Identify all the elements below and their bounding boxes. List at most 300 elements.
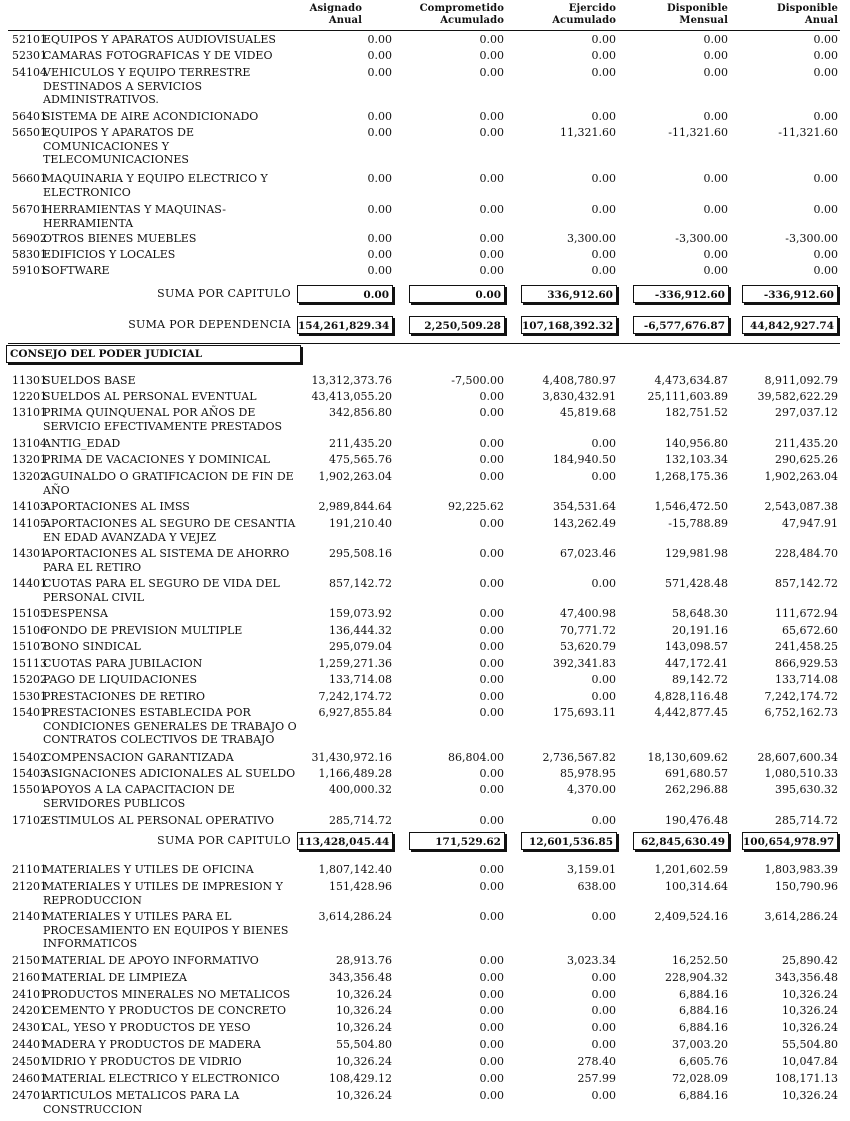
row-code: 24501 bbox=[12, 1055, 47, 1068]
row-code: 15106 bbox=[12, 624, 47, 637]
sum-capitulo-2-disp-mensual: 62,845,630.49 bbox=[633, 832, 729, 850]
row-disp-anual: 10,326.24 bbox=[782, 988, 838, 1001]
row-disp-mensual: 89,142.72 bbox=[672, 673, 728, 686]
row-disp-anual: 857,142.72 bbox=[775, 577, 838, 590]
row-ejercido: 3,300.00 bbox=[567, 232, 616, 245]
row-disp-anual: 10,326.24 bbox=[782, 1089, 838, 1102]
row-disp-mensual: 25,111,603.89 bbox=[647, 390, 728, 403]
row-ejercido: 0.00 bbox=[591, 264, 616, 277]
row-code: 12201 bbox=[12, 390, 47, 403]
row-disp-mensual: 1,268,175.36 bbox=[654, 470, 728, 483]
row-disp-anual: 0.00 bbox=[813, 264, 838, 277]
row-asignado: 1,902,263.04 bbox=[318, 470, 392, 483]
row-description: ESTIMULOS AL PERSONAL OPERATIVO bbox=[43, 814, 275, 827]
row-disp-mensual: 6,884.16 bbox=[679, 1089, 728, 1102]
row-disp-mensual: 58,648.30 bbox=[672, 607, 728, 620]
row-ejercido: 175,693.11 bbox=[553, 706, 616, 719]
row-comprometido: 0.00 bbox=[479, 66, 504, 79]
row-description: FONDO DE PREVISION MULTIPLE bbox=[43, 624, 243, 637]
row-disp-mensual: 6,884.16 bbox=[679, 1004, 728, 1017]
row-ejercido: 0.00 bbox=[591, 203, 616, 216]
row-code: 13104 bbox=[12, 437, 47, 450]
row-disp-anual: 211,435.20 bbox=[775, 437, 838, 450]
row-disp-anual: 25,890.42 bbox=[782, 954, 838, 967]
section-rule bbox=[8, 343, 840, 344]
row-description: MATERIAL DE APOYO INFORMATIVO bbox=[43, 954, 259, 967]
header-rule bbox=[8, 30, 840, 31]
row-disp-mensual: 4,828,116.48 bbox=[654, 690, 728, 703]
row-ejercido: 85,978.95 bbox=[560, 767, 616, 780]
row-code: 15402 bbox=[12, 751, 47, 764]
row-disp-mensual: -3,300.00 bbox=[675, 232, 728, 245]
row-description: HERRAMIENTAS Y MAQUINAS-HERRAMIENTA bbox=[43, 203, 226, 230]
row-asignado: 0.00 bbox=[367, 172, 392, 185]
row-description: OTROS BIENES MUEBLES bbox=[43, 232, 197, 245]
row-code: 59101 bbox=[12, 264, 47, 277]
row-ejercido: 0.00 bbox=[591, 1004, 616, 1017]
sum-capitulo-1-disp-mensual: -336,912.60 bbox=[633, 285, 729, 303]
row-code: 15403 bbox=[12, 767, 47, 780]
row-ejercido: 0.00 bbox=[591, 172, 616, 185]
sum-capitulo-2-asignado: 113,428,045.44 bbox=[297, 832, 393, 850]
row-description: APORTACIONES AL SEGURO DE CESANTIA EN EDAD AVANZADA Y VEJEZ bbox=[43, 517, 296, 544]
header-comprometido-line1: Comprometido bbox=[419, 3, 504, 14]
row-ejercido: 3,830,432.91 bbox=[542, 390, 616, 403]
row-description: ANTIG_EDAD bbox=[43, 437, 121, 450]
row-comprometido: 86,804.00 bbox=[448, 751, 504, 764]
row-ejercido: 143,262.49 bbox=[553, 517, 616, 530]
row-ejercido: 0.00 bbox=[591, 248, 616, 261]
row-disp-mensual: 0.00 bbox=[703, 203, 728, 216]
row-code: 56501 bbox=[12, 126, 47, 139]
row-asignado: 7,242,174.72 bbox=[318, 690, 392, 703]
row-asignado: 10,326.24 bbox=[336, 1021, 392, 1034]
row-description: SUELDOS BASE bbox=[43, 374, 136, 387]
row-disp-anual: 10,326.24 bbox=[782, 1004, 838, 1017]
row-asignado: 13,312,373.76 bbox=[311, 374, 392, 387]
row-comprometido: 0.00 bbox=[479, 33, 504, 46]
row-ejercido: 184,940.50 bbox=[553, 453, 616, 466]
row-description: COMPENSACION GARANTIZADA bbox=[43, 751, 234, 764]
row-disp-anual: 1,080,510.33 bbox=[764, 767, 838, 780]
row-description: EDIFICIOS Y LOCALES bbox=[43, 248, 176, 261]
row-disp-mensual: 0.00 bbox=[703, 110, 728, 123]
row-disp-anual: 39,582,622.29 bbox=[757, 390, 838, 403]
row-code: 21501 bbox=[12, 954, 47, 967]
row-asignado: 10,326.24 bbox=[336, 1055, 392, 1068]
header-disp-anual-line1: Disponible bbox=[777, 3, 838, 14]
row-asignado: 191,210.40 bbox=[329, 517, 392, 530]
header-comprometido bbox=[394, 3, 504, 27]
row-code: 56601 bbox=[12, 172, 47, 185]
row-disp-anual: 0.00 bbox=[813, 33, 838, 46]
row-comprometido: 0.00 bbox=[479, 624, 504, 637]
row-disp-anual: 65,672.60 bbox=[782, 624, 838, 637]
row-disp-mensual: 140,956.80 bbox=[665, 437, 728, 450]
row-comprometido: 0.00 bbox=[479, 248, 504, 261]
sum-capitulo-2 bbox=[0, 832, 850, 854]
row-code: 58301 bbox=[12, 248, 47, 261]
row-ejercido: 67,023.46 bbox=[560, 547, 616, 560]
row-ejercido: 53,620.79 bbox=[560, 640, 616, 653]
row-description: APORTACIONES AL SISTEMA DE AHORRO PARA EL RETIRO bbox=[43, 547, 290, 574]
row-code: 24601 bbox=[12, 1072, 47, 1085]
row-description: MATERIAL ELECTRICO Y ELECTRONICO bbox=[43, 1072, 280, 1085]
row-code: 15105 bbox=[12, 607, 47, 620]
row-code: 15501 bbox=[12, 783, 47, 796]
row-asignado: 0.00 bbox=[367, 66, 392, 79]
row-comprometido: 0.00 bbox=[479, 547, 504, 560]
row-description: MAQUINARIA Y EQUIPO ELECTRICO Y ELECTRONICO bbox=[43, 172, 268, 199]
row-comprometido: 0.00 bbox=[479, 910, 504, 923]
row-comprometido: 0.00 bbox=[479, 640, 504, 653]
row-code: 56902 bbox=[12, 232, 47, 245]
row-code: 24701 bbox=[12, 1089, 47, 1102]
row-ejercido: 0.00 bbox=[591, 1021, 616, 1034]
row-ejercido: 0.00 bbox=[591, 33, 616, 46]
header-disp-anual bbox=[728, 3, 838, 27]
row-description: PRIMA QUINQUENAL POR AÑOS DE SERVICIO EFECTIVAMENTE PRESTADOS bbox=[43, 406, 283, 433]
row-asignado: 0.00 bbox=[367, 110, 392, 123]
row-comprometido: 0.00 bbox=[479, 1089, 504, 1102]
row-disp-mensual: 1,201,602.59 bbox=[654, 863, 728, 876]
row-asignado: 10,326.24 bbox=[336, 1089, 392, 1102]
row-disp-anual: 3,614,286.24 bbox=[764, 910, 838, 923]
row-code: 14401 bbox=[12, 577, 47, 590]
row-ejercido: 0.00 bbox=[591, 988, 616, 1001]
row-description: DESPENSA bbox=[43, 607, 108, 620]
header-ejercido-line1: Ejercido bbox=[568, 3, 616, 14]
row-disp-anual: 6,752,162.73 bbox=[764, 706, 838, 719]
row-description: ASIGNACIONES ADICIONALES AL SUELDO bbox=[43, 767, 296, 780]
sum-dependencia-disp-mensual: -6,577,676.87 bbox=[633, 316, 729, 334]
row-description: CEMENTO Y PRODUCTOS DE CONCRETO bbox=[43, 1004, 287, 1017]
row-ejercido: 0.00 bbox=[591, 910, 616, 923]
sum-capitulo-1-label: SUMA POR CAPITULO bbox=[157, 287, 291, 300]
row-disp-anual: 866,929.53 bbox=[775, 657, 838, 670]
row-disp-mensual: 228,904.32 bbox=[665, 971, 728, 984]
row-comprometido: 0.00 bbox=[479, 470, 504, 483]
row-description: PRIMA DE VACACIONES Y DOMINICAL bbox=[43, 453, 270, 466]
row-disp-mensual: 20,191.16 bbox=[672, 624, 728, 637]
row-code: 52101 bbox=[12, 33, 47, 46]
row-disp-mensual: 262,296.88 bbox=[665, 783, 728, 796]
row-description: MATERIALES Y UTILES DE OFICINA bbox=[43, 863, 254, 876]
header-ejercido bbox=[506, 3, 616, 27]
row-comprometido: 0.00 bbox=[479, 453, 504, 466]
row-disp-anual: 0.00 bbox=[813, 172, 838, 185]
row-comprometido: -7,500.00 bbox=[451, 374, 504, 387]
row-asignado: 28,913.76 bbox=[336, 954, 392, 967]
sum-capitulo-1-ejercido: 336,912.60 bbox=[521, 285, 617, 303]
sum-dependencia-asignado: 154,261,829.34 bbox=[297, 316, 393, 334]
row-code: 11301 bbox=[12, 374, 47, 387]
row-code: 21601 bbox=[12, 971, 47, 984]
sum-capitulo-1-disp-anual: -336,912.60 bbox=[742, 285, 838, 303]
sum-capitulo-1-asignado: 0.00 bbox=[297, 285, 393, 303]
row-asignado: 295,079.04 bbox=[329, 640, 392, 653]
row-ejercido: 0.00 bbox=[591, 1038, 616, 1051]
header-disp-mensual-line1: Disponible bbox=[667, 3, 728, 14]
row-description: ARTICULOS METALICOS PARA LA CONSTRUCCION bbox=[43, 1089, 240, 1116]
row-comprometido: 0.00 bbox=[479, 49, 504, 62]
row-comprometido: 0.00 bbox=[479, 390, 504, 403]
sum-capitulo-2-label: SUMA POR CAPITULO bbox=[157, 834, 291, 847]
row-disp-anual: 0.00 bbox=[813, 203, 838, 216]
row-asignado: 108,429.12 bbox=[329, 1072, 392, 1085]
row-asignado: 285,714.72 bbox=[329, 814, 392, 827]
row-code: 56401 bbox=[12, 110, 47, 123]
row-comprometido: 0.00 bbox=[479, 673, 504, 686]
row-asignado: 0.00 bbox=[367, 126, 392, 139]
header-disp-anual-line2: Anual bbox=[804, 15, 838, 26]
row-disp-anual: 111,672.94 bbox=[775, 607, 838, 620]
row-code: 15301 bbox=[12, 690, 47, 703]
row-disp-anual: -3,300.00 bbox=[785, 232, 838, 245]
row-comprometido: 0.00 bbox=[479, 767, 504, 780]
row-comprometido: 0.00 bbox=[479, 437, 504, 450]
row-comprometido: 92,225.62 bbox=[448, 500, 504, 513]
row-code: 54104 bbox=[12, 66, 47, 79]
row-description: MADERA Y PRODUCTOS DE MADERA bbox=[43, 1038, 261, 1051]
section-title: CONSEJO DEL PODER JUDICIAL bbox=[6, 345, 301, 363]
row-comprometido: 0.00 bbox=[479, 863, 504, 876]
row-description: APOYOS A LA CAPACITACION DE SERVIDORES PUBLICOS bbox=[43, 783, 235, 810]
row-ejercido: 4,408,780.97 bbox=[542, 374, 616, 387]
row-description: EQUIPOS Y APARATOS AUDIOVISUALES bbox=[43, 33, 276, 46]
row-asignado: 10,326.24 bbox=[336, 1004, 392, 1017]
row-code: 52301 bbox=[12, 49, 47, 62]
row-code: 24201 bbox=[12, 1004, 47, 1017]
row-description: VEHICULOS Y EQUIPO TERRESTRE DESTINADOS A SERVICIOS ADMINISTRATIVOS. bbox=[43, 66, 251, 107]
row-disp-mensual: 0.00 bbox=[703, 264, 728, 277]
row-description: SISTEMA DE AIRE ACONDICIONADO bbox=[43, 110, 259, 123]
row-disp-mensual: 691,680.57 bbox=[665, 767, 728, 780]
row-asignado: 0.00 bbox=[367, 33, 392, 46]
row-disp-mensual: 0.00 bbox=[703, 248, 728, 261]
row-code: 17102 bbox=[12, 814, 47, 827]
row-asignado: 0.00 bbox=[367, 248, 392, 261]
row-ejercido: 70,771.72 bbox=[560, 624, 616, 637]
row-description: MATERIALES Y UTILES DE IMPRESION Y REPRODUCCION bbox=[43, 880, 283, 907]
row-disp-mensual: 129,981.98 bbox=[665, 547, 728, 560]
row-asignado: 3,614,286.24 bbox=[318, 910, 392, 923]
header-disp-mensual-line2: Mensual bbox=[679, 15, 728, 26]
row-disp-anual: 108,171.13 bbox=[775, 1072, 838, 1085]
row-disp-anual: 0.00 bbox=[813, 110, 838, 123]
row-ejercido: 0.00 bbox=[591, 673, 616, 686]
row-asignado: 400,000.32 bbox=[329, 783, 392, 796]
row-disp-mensual: 132,103.34 bbox=[665, 453, 728, 466]
row-disp-anual: 0.00 bbox=[813, 248, 838, 261]
row-asignado: 133,714.08 bbox=[329, 673, 392, 686]
row-ejercido: 0.00 bbox=[591, 49, 616, 62]
sum-dependencia-ejercido: 107,168,392.32 bbox=[521, 316, 617, 334]
row-comprometido: 0.00 bbox=[479, 814, 504, 827]
row-description: SUELDOS AL PERSONAL EVENTUAL bbox=[43, 390, 257, 403]
row-code: 24301 bbox=[12, 1021, 47, 1034]
row-ejercido: 11,321.60 bbox=[560, 126, 616, 139]
row-disp-mensual: 37,003.20 bbox=[672, 1038, 728, 1051]
row-disp-anual: 1,902,263.04 bbox=[764, 470, 838, 483]
sum-capitulo-1-comprometido: 0.00 bbox=[409, 285, 505, 303]
row-ejercido: 2,736,567.82 bbox=[542, 751, 616, 764]
row-ejercido: 638.00 bbox=[577, 880, 616, 893]
row-disp-anual: 395,630.32 bbox=[775, 783, 838, 796]
row-comprometido: 0.00 bbox=[479, 657, 504, 670]
row-disp-mensual: 190,476.48 bbox=[665, 814, 728, 827]
row-asignado: 1,259,271.36 bbox=[318, 657, 392, 670]
row-description: CAMARAS FOTOGRAFICAS Y DE VIDEO bbox=[43, 49, 273, 62]
row-asignado: 857,142.72 bbox=[329, 577, 392, 590]
row-ejercido: 0.00 bbox=[591, 110, 616, 123]
row-code: 15113 bbox=[12, 657, 47, 670]
row-comprometido: 0.00 bbox=[479, 172, 504, 185]
row-code: 13201 bbox=[12, 453, 47, 466]
row-code: 24401 bbox=[12, 1038, 47, 1051]
row-ejercido: 0.00 bbox=[591, 437, 616, 450]
row-asignado: 0.00 bbox=[367, 49, 392, 62]
row-asignado: 10,326.24 bbox=[336, 988, 392, 1001]
row-disp-mensual: 2,409,524.16 bbox=[654, 910, 728, 923]
row-code: 15401 bbox=[12, 706, 47, 719]
row-comprometido: 0.00 bbox=[479, 988, 504, 1001]
row-disp-mensual: -11,321.60 bbox=[668, 126, 728, 139]
header-asignado-line2: Anual bbox=[328, 15, 362, 26]
row-asignado: 6,927,855.84 bbox=[318, 706, 392, 719]
row-code: 21401 bbox=[12, 910, 47, 923]
row-disp-anual: 297,037.12 bbox=[775, 406, 838, 419]
row-comprometido: 0.00 bbox=[479, 517, 504, 530]
row-disp-mensual: 1,546,472.50 bbox=[654, 500, 728, 513]
row-comprometido: 0.00 bbox=[479, 1038, 504, 1051]
row-disp-anual: 241,458.25 bbox=[775, 640, 838, 653]
row-comprometido: 0.00 bbox=[479, 954, 504, 967]
row-disp-anual: 8,911,092.79 bbox=[764, 374, 838, 387]
row-disp-mensual: 100,314.64 bbox=[665, 880, 728, 893]
row-comprometido: 0.00 bbox=[479, 690, 504, 703]
row-code: 15107 bbox=[12, 640, 47, 653]
row-ejercido: 0.00 bbox=[591, 66, 616, 79]
row-ejercido: 0.00 bbox=[591, 470, 616, 483]
row-description: VIDRIO Y PRODUCTOS DE VIDRIO bbox=[43, 1055, 242, 1068]
row-asignado: 151,428.96 bbox=[329, 880, 392, 893]
row-disp-anual: 228,484.70 bbox=[775, 547, 838, 560]
row-disp-mensual: 0.00 bbox=[703, 66, 728, 79]
row-ejercido: 392,341.83 bbox=[553, 657, 616, 670]
row-disp-mensual: 143,098.57 bbox=[665, 640, 728, 653]
row-disp-mensual: 0.00 bbox=[703, 172, 728, 185]
row-code: 14301 bbox=[12, 547, 47, 560]
row-ejercido: 47,400.98 bbox=[560, 607, 616, 620]
row-comprometido: 0.00 bbox=[479, 1004, 504, 1017]
row-disp-mensual: 447,172.41 bbox=[665, 657, 728, 670]
sum-capitulo-2-ejercido: 12,601,536.85 bbox=[521, 832, 617, 850]
row-description: CUOTAS PARA EL SEGURO DE VIDA DEL PERSONAL CIVIL bbox=[43, 577, 280, 604]
row-comprometido: 0.00 bbox=[479, 232, 504, 245]
row-disp-mensual: 6,884.16 bbox=[679, 988, 728, 1001]
row-code: 13202 bbox=[12, 470, 47, 483]
row-disp-mensual: 0.00 bbox=[703, 33, 728, 46]
row-disp-anual: 2,543,087.38 bbox=[764, 500, 838, 513]
sum-dependencia-comprometido: 2,250,509.28 bbox=[409, 316, 505, 334]
row-disp-mensual: 72,028.09 bbox=[672, 1072, 728, 1085]
row-disp-mensual: 6,884.16 bbox=[679, 1021, 728, 1034]
row-ejercido: 278.40 bbox=[577, 1055, 616, 1068]
row-code: 13101 bbox=[12, 406, 47, 419]
row-description: PRESTACIONES DE RETIRO bbox=[43, 690, 206, 703]
row-asignado: 295,508.16 bbox=[329, 547, 392, 560]
row-asignado: 342,856.80 bbox=[329, 406, 392, 419]
row-description: PAGO DE LIQUIDACIONES bbox=[43, 673, 197, 686]
row-disp-anual: 10,326.24 bbox=[782, 1021, 838, 1034]
row-ejercido: 45,819.68 bbox=[560, 406, 616, 419]
row-code: 56701 bbox=[12, 203, 47, 216]
row-comprometido: 0.00 bbox=[479, 577, 504, 590]
row-code: 24101 bbox=[12, 988, 47, 1001]
row-disp-anual: 1,803,983.39 bbox=[764, 863, 838, 876]
row-comprometido: 0.00 bbox=[479, 406, 504, 419]
sum-dependencia-disp-anual: 44,842,927.74 bbox=[742, 316, 838, 334]
row-disp-anual: 47,947.91 bbox=[782, 517, 838, 530]
row-asignado: 43,413,055.20 bbox=[311, 390, 392, 403]
row-description: CUOTAS PARA JUBILACION bbox=[43, 657, 203, 670]
row-comprometido: 0.00 bbox=[479, 971, 504, 984]
row-ejercido: 3,159.01 bbox=[567, 863, 616, 876]
sum-capitulo-2-disp-anual: 100,654,978.97 bbox=[742, 832, 838, 850]
row-code: 15202 bbox=[12, 673, 47, 686]
row-disp-mensual: 182,751.52 bbox=[665, 406, 728, 419]
row-comprometido: 0.00 bbox=[479, 203, 504, 216]
row-description: PRODUCTOS MINERALES NO METALICOS bbox=[43, 988, 291, 1001]
row-comprometido: 0.00 bbox=[479, 1055, 504, 1068]
row-ejercido: 0.00 bbox=[591, 577, 616, 590]
sum-capitulo-1 bbox=[0, 285, 850, 307]
row-ejercido: 0.00 bbox=[591, 1089, 616, 1102]
row-disp-mensual: 4,442,877.45 bbox=[654, 706, 728, 719]
row-disp-anual: 7,242,174.72 bbox=[764, 690, 838, 703]
row-asignado: 2,989,844.64 bbox=[318, 500, 392, 513]
row-ejercido: 4,370.00 bbox=[567, 783, 616, 796]
row-asignado: 211,435.20 bbox=[329, 437, 392, 450]
row-description: BONO SINDICAL bbox=[43, 640, 141, 653]
header-asignado-line1: Asignado bbox=[309, 3, 362, 14]
row-disp-anual: 285,714.72 bbox=[775, 814, 838, 827]
row-disp-anual: 0.00 bbox=[813, 66, 838, 79]
row-description: MATERIAL DE LIMPIEZA bbox=[43, 971, 187, 984]
row-comprometido: 0.00 bbox=[479, 607, 504, 620]
row-disp-anual: 28,607,600.34 bbox=[757, 751, 838, 764]
row-code: 14103 bbox=[12, 500, 47, 513]
row-disp-anual: 10,047.84 bbox=[782, 1055, 838, 1068]
row-comprometido: 0.00 bbox=[479, 126, 504, 139]
header-asignado bbox=[252, 3, 362, 27]
row-ejercido: 257.99 bbox=[577, 1072, 616, 1085]
row-disp-mensual: 571,428.48 bbox=[665, 577, 728, 590]
row-code: 21201 bbox=[12, 880, 47, 893]
row-description: APORTACIONES AL IMSS bbox=[43, 500, 190, 513]
row-ejercido: 354,531.64 bbox=[553, 500, 616, 513]
row-comprometido: 0.00 bbox=[479, 1021, 504, 1034]
row-disp-mensual: 16,252.50 bbox=[672, 954, 728, 967]
row-code: 21101 bbox=[12, 863, 47, 876]
sum-dependencia bbox=[0, 316, 850, 338]
row-asignado: 343,356.48 bbox=[329, 971, 392, 984]
row-comprometido: 0.00 bbox=[479, 110, 504, 123]
row-disp-anual: 133,714.08 bbox=[775, 673, 838, 686]
row-ejercido: 0.00 bbox=[591, 814, 616, 827]
row-disp-mensual: 6,605.76 bbox=[679, 1055, 728, 1068]
